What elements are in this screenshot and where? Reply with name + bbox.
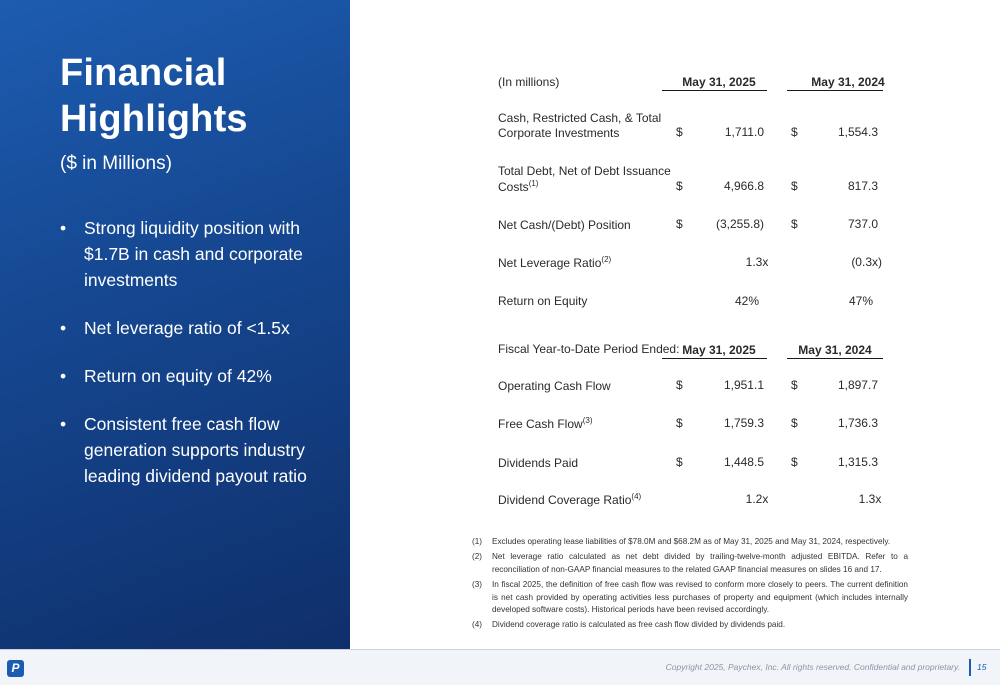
left-panel <box>0 0 350 649</box>
balance-col-2025-header: May 31, 2025 <box>682 75 756 89</box>
value-2024: 1,554.3 <box>837 125 878 139</box>
currency-sign: $ <box>676 179 683 193</box>
row-label: Corporate Investments <box>498 126 620 140</box>
highlight-bullet: • Return on equity of 42% <box>60 363 330 389</box>
value-2024: 1,736.3 <box>837 416 878 430</box>
currency-sign: $ <box>676 378 683 392</box>
header-rule <box>787 90 883 91</box>
currency-sign: $ <box>791 416 798 430</box>
footnote-ref: (2) <box>601 255 612 264</box>
footnote: (2) Net leverage ratio calculated as net debt divided by trailing-twelve-month adjusted EBITDA. Refer to a reconciliation of non-GAAP financial measures to the related GAAP financial measures on slides 16 and 17. <box>472 552 908 574</box>
footnote: (4) Dividend coverage ratio is calculated as free cash flow divided by dividends paid. <box>472 620 786 630</box>
row-label: Net Cash/(Debt) Position <box>498 218 631 232</box>
row-label: Cash, Restricted Cash, & Total <box>498 111 662 125</box>
value-2025: 1,759.3 <box>723 416 764 430</box>
footnotes <box>472 536 908 635</box>
value-2025: 1,711.0 <box>724 125 764 139</box>
header-rule <box>662 358 767 359</box>
value-2024: 1,897.7 <box>837 378 878 392</box>
highlights-list <box>60 215 330 511</box>
currency-sign: $ <box>676 125 683 139</box>
currency-sign: $ <box>791 217 798 231</box>
footnote-ref: (3) <box>582 416 593 425</box>
currency-sign: $ <box>676 217 683 231</box>
value-2024: 1.3x <box>858 492 882 506</box>
currency-sign: $ <box>791 378 798 392</box>
row-label: Dividend Coverage Ratio$^{(4)}$ <box>498 492 642 507</box>
cashflow-table-caption: Fiscal Year-to-Date Period Ended: <box>498 342 680 356</box>
value-2025: 1,951.1 <box>723 378 764 392</box>
highlight-bullet: • Strong liquidity position with $1.7B in cash and corporate investments <box>60 215 330 293</box>
highlight-bullet: • Net leverage ratio of <1.5x <box>60 315 330 341</box>
page-subtitle: ($ in Millions) <box>60 153 172 174</box>
page-number: 15 <box>977 662 987 672</box>
row-label: Total Debt, Net of Debt Issuance <box>498 164 671 178</box>
value-2025: (3,255.8) <box>715 217 764 231</box>
cashflow-col-2024-header: May 31, 2024 <box>798 343 872 357</box>
row-label: Free Cash Flow$^{(3)}$ <box>498 416 593 431</box>
row-label: Net Leverage Ratio$^{(2)}$ <box>498 255 612 270</box>
currency-sign: $ <box>676 455 683 469</box>
value-2025: 1.2x <box>745 492 769 506</box>
value-2025: 1.3x <box>745 255 769 269</box>
currency-sign: $ <box>791 179 798 193</box>
row-label: Operating Cash Flow <box>498 379 611 393</box>
footer <box>0 649 1000 685</box>
row-label: Dividends Paid <box>498 456 579 470</box>
title-line-1: Financial <box>60 52 227 94</box>
header-rule <box>787 358 883 359</box>
value-2025: 4,966.8 <box>723 179 764 193</box>
footnote-ref: (1) <box>528 179 539 188</box>
financial-tables <box>350 0 1000 649</box>
footnote: (1) Excludes operating lease liabilities of $78.0M and $68.2M as of May 31, 2025 and May 31, 2024, respectively. <box>472 537 891 546</box>
header-rule <box>662 90 767 91</box>
currency-sign: $ <box>791 125 798 139</box>
balance-table-caption: (In millions) <box>498 75 560 89</box>
row-label: Costs$^{(1)}$ <box>498 179 539 194</box>
value-2024: 817.3 <box>847 179 878 193</box>
currency-sign: $ <box>676 416 683 430</box>
value-2024: 47% <box>848 294 874 308</box>
value-2024: (0.3x) <box>851 255 882 269</box>
balance-col-2024-header: May 31, 2024 <box>811 75 885 89</box>
cashflow-col-2025-header: May 31, 2025 <box>682 343 756 357</box>
footnote-ref: (4) <box>631 492 642 501</box>
value-2025: 42% <box>734 294 760 308</box>
page-title <box>60 50 320 142</box>
value-2024: 737.0 <box>847 217 878 231</box>
highlight-bullet: • Consistent free cash flow generation supports industry leading dividend payout ratio <box>60 411 330 489</box>
footnote: (3) In fiscal 2025, the definition of free cash flow was revised to conform more closely to peers. The current definition is net cash provided by operating activities less purchases of property and equipment (which includes internally developed software costs). Historical periods have been revised accordingly. <box>472 580 908 615</box>
title-line-2: Highlights <box>60 98 248 140</box>
paychex-logo: P <box>7 660 24 677</box>
footer-divider <box>969 659 971 676</box>
currency-sign: $ <box>791 455 798 469</box>
value-2025: 1,448.5 <box>723 455 764 469</box>
row-label: Return on Equity <box>498 294 588 308</box>
value-2024: 1,315.3 <box>837 455 878 469</box>
copyright-text: Copyright 2025, Paychex, Inc. All rights reserved. Confidential and proprietary. <box>665 662 960 672</box>
